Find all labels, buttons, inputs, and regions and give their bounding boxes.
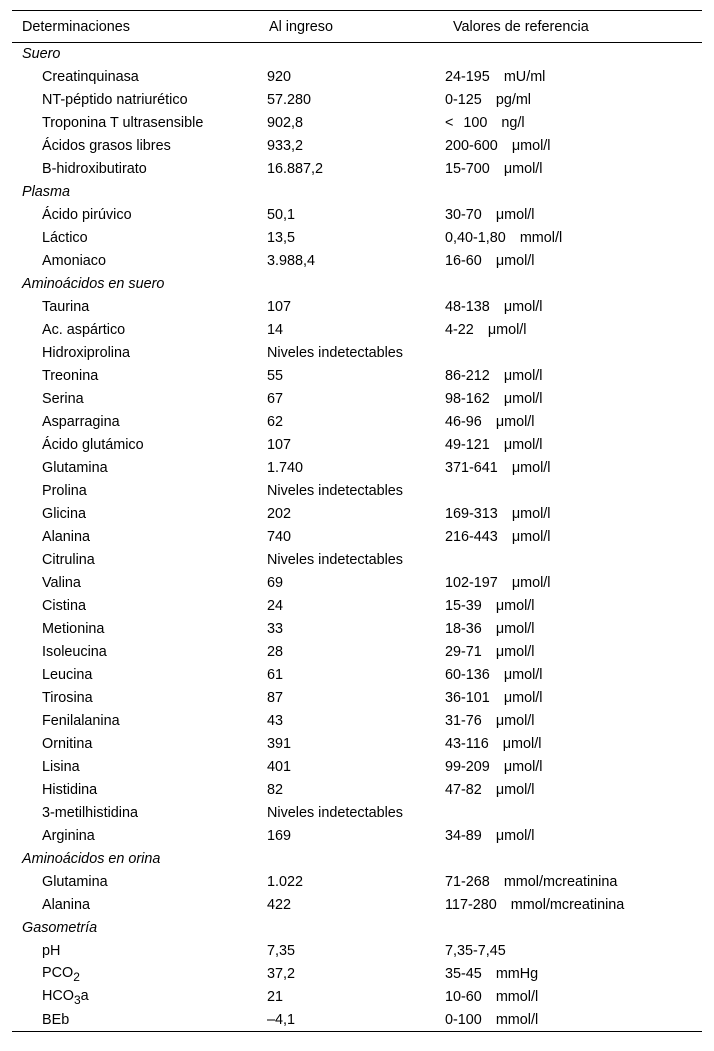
determination-name bbox=[12, 66, 259, 89]
header-valores-referencia: Valores de referencia bbox=[443, 11, 702, 43]
header-row bbox=[12, 11, 702, 43]
name-text: Amoniaco bbox=[42, 253, 106, 269]
reference-value bbox=[443, 89, 702, 112]
table-row bbox=[12, 342, 702, 365]
table-row bbox=[12, 480, 702, 503]
determination-name bbox=[12, 135, 259, 158]
determination-name bbox=[12, 756, 259, 779]
determination-name bbox=[12, 733, 259, 756]
determination-name bbox=[12, 503, 259, 526]
admission-value: 37,2 bbox=[267, 966, 296, 982]
determination-name bbox=[12, 595, 259, 618]
name-text: NT-péptido natriurético bbox=[42, 92, 188, 108]
reference-value bbox=[443, 641, 702, 664]
table-row bbox=[12, 940, 702, 963]
reference-value bbox=[443, 779, 702, 802]
determination-name bbox=[12, 480, 259, 503]
reference-value bbox=[443, 457, 702, 480]
determination-name bbox=[12, 89, 259, 112]
table-row bbox=[12, 618, 702, 641]
admission-value: 107 bbox=[267, 299, 292, 315]
reference-value bbox=[443, 319, 702, 342]
section-row bbox=[12, 273, 702, 296]
admission-value: 55 bbox=[267, 368, 284, 384]
reference-unit: μmol/l bbox=[495, 207, 535, 223]
section-row bbox=[12, 181, 702, 204]
section-title: Aminoácidos en orina bbox=[22, 851, 161, 867]
lab-results-table bbox=[12, 10, 702, 1032]
reference-value bbox=[443, 158, 702, 181]
name-text: Valina bbox=[42, 575, 81, 591]
reference-range: 10-60 bbox=[445, 989, 482, 1005]
reference-range: 0,40-1,80 bbox=[445, 230, 506, 246]
table-row bbox=[12, 871, 702, 894]
determination-name bbox=[12, 365, 259, 388]
reference-unit: μmol/l bbox=[495, 414, 535, 430]
name-text: Ornitina bbox=[42, 736, 93, 752]
admission-value: 62 bbox=[267, 414, 284, 430]
reference-range: 30-70 bbox=[445, 207, 482, 223]
admission-value: –4,1 bbox=[259, 1009, 443, 1032]
reference-range: 46-96 bbox=[445, 414, 482, 430]
section-title: Plasma bbox=[22, 184, 70, 200]
admission-value: 422 bbox=[267, 897, 292, 913]
determination-name bbox=[12, 319, 259, 342]
determination-name bbox=[12, 1009, 259, 1032]
table-row bbox=[12, 227, 702, 250]
name-text: Fenilalanina bbox=[42, 713, 120, 729]
table-row bbox=[12, 733, 702, 756]
name-text: Prolina bbox=[42, 483, 87, 499]
name-text: 3-metilhistidina bbox=[42, 805, 138, 821]
table-row bbox=[12, 158, 702, 181]
reference-value bbox=[443, 940, 702, 963]
name-text: HCO bbox=[42, 987, 74, 1004]
table-row bbox=[12, 296, 702, 319]
name-text: Metionina bbox=[42, 621, 105, 637]
determination-name bbox=[12, 618, 259, 641]
reference-value bbox=[443, 687, 702, 710]
table-body bbox=[12, 43, 702, 1032]
admission-value: 902,8 bbox=[267, 115, 304, 131]
name-text: Tirosina bbox=[42, 690, 93, 706]
table-row bbox=[12, 825, 702, 848]
reference-range: 60-136 bbox=[445, 667, 490, 683]
name-text: Alanina bbox=[42, 529, 91, 545]
reference-range: 0-100 bbox=[445, 1011, 482, 1028]
reference-unit: mU/ml bbox=[503, 69, 546, 85]
reference-unit: μmol/l bbox=[495, 598, 535, 614]
reference-range: 371-641 bbox=[445, 460, 498, 476]
reference-unit: ng/l bbox=[501, 115, 525, 131]
admission-value: 13,5 bbox=[267, 230, 296, 246]
determination-name bbox=[12, 434, 259, 457]
admission-value: Niveles indetectables bbox=[267, 483, 403, 499]
reference-range-limit: 100 bbox=[463, 115, 488, 131]
admission-value: 21 bbox=[267, 989, 284, 1005]
name-text: Taurina bbox=[42, 299, 90, 315]
reference-unit: mmol/l bbox=[495, 989, 539, 1005]
name-text: Asparragina bbox=[42, 414, 120, 430]
name-subscript: 2 bbox=[73, 969, 80, 984]
name-text: Serina bbox=[42, 391, 84, 407]
table-row bbox=[12, 388, 702, 411]
reference-value bbox=[443, 549, 702, 572]
table-row bbox=[12, 986, 702, 1009]
determination-name bbox=[12, 641, 259, 664]
reference-value bbox=[443, 296, 702, 319]
table-row bbox=[12, 894, 702, 917]
determination-name bbox=[12, 986, 259, 1009]
section-row bbox=[12, 848, 702, 871]
name-text: pH bbox=[42, 943, 61, 959]
reference-value bbox=[443, 503, 702, 526]
determination-name bbox=[12, 572, 259, 595]
admission-value: 933,2 bbox=[267, 138, 304, 154]
name-text: Glutamina bbox=[42, 460, 108, 476]
reference-value bbox=[443, 1009, 702, 1032]
name-suffix: a bbox=[80, 987, 89, 1004]
reference-unit: mmHg bbox=[495, 966, 539, 982]
reference-range: 31-76 bbox=[445, 713, 482, 729]
name-text: Ácido glutámico bbox=[42, 437, 144, 453]
admission-value: 401 bbox=[267, 759, 292, 775]
reference-value bbox=[443, 825, 702, 848]
admission-value: Niveles indetectables bbox=[267, 552, 403, 568]
admission-value: Niveles indetectables bbox=[267, 345, 403, 361]
reference-value bbox=[443, 618, 702, 641]
reference-range: 29-71 bbox=[445, 644, 482, 660]
section-title: Aminoácidos en suero bbox=[22, 276, 165, 292]
determination-name bbox=[12, 549, 259, 572]
reference-value bbox=[443, 365, 702, 388]
determination-name bbox=[12, 411, 259, 434]
reference-value bbox=[443, 112, 702, 135]
determination-name bbox=[12, 825, 259, 848]
name-text: Treonina bbox=[42, 368, 99, 384]
reference-unit: μmol/l bbox=[495, 713, 535, 729]
name-text: Histidina bbox=[42, 782, 98, 798]
table-row bbox=[12, 135, 702, 158]
reference-unit: μmol/l bbox=[511, 529, 551, 545]
table-row bbox=[12, 779, 702, 802]
name-text: Citrulina bbox=[42, 552, 95, 568]
determination-name bbox=[12, 526, 259, 549]
table-row bbox=[12, 802, 702, 825]
reference-value bbox=[443, 434, 702, 457]
admission-value: 50,1 bbox=[267, 207, 296, 223]
reference-unit: μmol/l bbox=[511, 506, 551, 522]
reference-unit: mmol/l bbox=[519, 230, 563, 246]
reference-range: 169-313 bbox=[445, 506, 498, 522]
reference-value bbox=[443, 595, 702, 618]
admission-value: 740 bbox=[267, 529, 292, 545]
admission-value: 169 bbox=[267, 828, 292, 844]
admission-value: Niveles indetectables bbox=[267, 805, 403, 821]
reference-range: 24-195 bbox=[445, 69, 490, 85]
determination-name bbox=[12, 457, 259, 480]
admission-value: 33 bbox=[267, 621, 284, 637]
reference-range: 4-22 bbox=[445, 322, 474, 338]
table-row bbox=[12, 572, 702, 595]
table-row bbox=[12, 457, 702, 480]
reference-unit: μmol/l bbox=[487, 322, 527, 338]
reference-unit: mmol/mcreatinina bbox=[503, 874, 618, 890]
reference-value bbox=[443, 572, 702, 595]
reference-range: 7,35-7,45 bbox=[445, 943, 506, 959]
name-text: Leucina bbox=[42, 667, 93, 683]
reference-value bbox=[443, 986, 702, 1009]
determination-name bbox=[12, 963, 259, 986]
reference-unit: μmol/l bbox=[495, 828, 535, 844]
reference-value bbox=[443, 756, 702, 779]
determination-name bbox=[12, 112, 259, 135]
header-determinaciones: Determinaciones bbox=[12, 11, 259, 43]
determination-name bbox=[12, 227, 259, 250]
reference-range: 200-600 bbox=[445, 138, 498, 154]
reference-unit: μmol/l bbox=[503, 299, 543, 315]
reference-unit: μmol/l bbox=[495, 782, 535, 798]
table-row bbox=[12, 250, 702, 273]
reference-value bbox=[443, 411, 702, 434]
reference-unit: μmol/l bbox=[502, 736, 542, 752]
reference-unit: μmol/l bbox=[503, 391, 543, 407]
admission-value: 202 bbox=[267, 506, 292, 522]
admission-value: 43 bbox=[267, 713, 284, 729]
admission-value: 67 bbox=[267, 391, 284, 407]
reference-range: 99-209 bbox=[445, 759, 490, 775]
reference-unit: μmol/l bbox=[503, 759, 543, 775]
reference-value bbox=[443, 526, 702, 549]
admission-value: 87 bbox=[267, 690, 284, 706]
admission-value: 28 bbox=[267, 644, 284, 660]
table-row bbox=[12, 710, 702, 733]
reference-value bbox=[443, 963, 702, 986]
reference-value bbox=[443, 871, 702, 894]
table-row bbox=[12, 687, 702, 710]
determination-name bbox=[12, 664, 259, 687]
reference-range: 15-39 bbox=[445, 598, 482, 614]
reference-unit: pg/ml bbox=[495, 92, 532, 108]
determination-name bbox=[12, 296, 259, 319]
header-al-ingreso: Al ingreso bbox=[259, 11, 443, 43]
determination-name bbox=[12, 687, 259, 710]
name-text: Láctico bbox=[42, 230, 88, 246]
section-row bbox=[12, 43, 702, 66]
reference-range: 16-60 bbox=[445, 253, 482, 269]
name-text: Creatinquinasa bbox=[42, 69, 139, 85]
reference-unit: μmol/l bbox=[495, 253, 535, 269]
reference-value bbox=[443, 66, 702, 89]
name-text: Ácido pirúvico bbox=[42, 207, 132, 223]
reference-unit: μmol/l bbox=[511, 575, 551, 591]
admission-value: 24 bbox=[267, 598, 284, 614]
reference-value bbox=[443, 480, 702, 503]
reference-range: 48-138 bbox=[445, 299, 490, 315]
name-text: Hidroxiprolina bbox=[42, 345, 130, 361]
section-row bbox=[12, 917, 702, 940]
table-row bbox=[12, 1009, 702, 1032]
reference-value bbox=[443, 802, 702, 825]
name-text: Glutamina bbox=[42, 874, 108, 890]
determination-name bbox=[12, 871, 259, 894]
name-text: Isoleucina bbox=[42, 644, 107, 660]
reference-value bbox=[443, 342, 702, 365]
reference-range: 0-125 bbox=[445, 92, 482, 108]
table-row bbox=[12, 641, 702, 664]
admission-value: 7,35 bbox=[267, 943, 296, 959]
admission-value: 57.280 bbox=[267, 92, 312, 108]
admission-value: 391 bbox=[267, 736, 292, 752]
name-text: Cistina bbox=[42, 598, 86, 614]
table-row bbox=[12, 112, 702, 135]
name-text: Troponina T ultrasensible bbox=[42, 115, 204, 131]
section-title: Suero bbox=[22, 46, 61, 63]
reference-unit: μmol/l bbox=[511, 138, 551, 154]
admission-value: 82 bbox=[267, 782, 284, 798]
admission-value: 69 bbox=[267, 575, 284, 591]
reference-range: 35-45 bbox=[445, 966, 482, 982]
reference-value bbox=[443, 664, 702, 687]
name-text: Lisina bbox=[42, 759, 80, 775]
name-text: Arginina bbox=[42, 828, 95, 844]
name-subscript: 3 bbox=[73, 992, 81, 1007]
table-row bbox=[12, 434, 702, 457]
admission-value: 107 bbox=[267, 437, 292, 453]
reference-unit: mmol/l bbox=[495, 1011, 539, 1028]
reference-unit: μmol/l bbox=[503, 437, 543, 453]
reference-range: 43-116 bbox=[445, 736, 489, 752]
reference-unit: μmol/l bbox=[495, 621, 535, 637]
section-title: Gasometría bbox=[22, 920, 98, 936]
table-row bbox=[12, 365, 702, 388]
reference-range: 98-162 bbox=[445, 391, 490, 407]
reference-value bbox=[443, 388, 702, 411]
determination-name bbox=[12, 158, 259, 181]
reference-range: 117-280 bbox=[445, 897, 497, 913]
reference-unit: μmol/l bbox=[503, 667, 543, 683]
reference-range: < bbox=[445, 115, 454, 131]
table-row bbox=[12, 549, 702, 572]
table-row bbox=[12, 664, 702, 687]
admission-value: 16.887,2 bbox=[267, 161, 324, 177]
reference-unit: μmol/l bbox=[495, 644, 535, 660]
table-row bbox=[12, 756, 702, 779]
determination-name bbox=[12, 894, 259, 917]
name-text: Glicina bbox=[42, 506, 86, 522]
reference-value bbox=[443, 733, 702, 756]
reference-value bbox=[443, 250, 702, 273]
table-row bbox=[12, 204, 702, 227]
name-text: B-hidroxibutirato bbox=[42, 161, 147, 177]
determination-name bbox=[12, 710, 259, 733]
admission-value: 61 bbox=[267, 667, 284, 683]
reference-value bbox=[443, 894, 702, 917]
reference-unit: μmol/l bbox=[503, 161, 543, 177]
reference-unit: μmol/l bbox=[511, 460, 551, 476]
name-text: Alanina bbox=[42, 897, 91, 913]
reference-unit: μmol/l bbox=[503, 690, 543, 706]
determination-name bbox=[12, 204, 259, 227]
reference-value bbox=[443, 135, 702, 158]
table-row bbox=[12, 319, 702, 342]
name-text: Ac. aspártico bbox=[42, 322, 126, 338]
table-row bbox=[12, 66, 702, 89]
determination-name bbox=[12, 940, 259, 963]
table-row bbox=[12, 503, 702, 526]
reference-range: 15-700 bbox=[445, 161, 490, 177]
reference-range: 18-36 bbox=[445, 621, 482, 637]
determination-name bbox=[12, 388, 259, 411]
determination-name bbox=[12, 779, 259, 802]
reference-value bbox=[443, 227, 702, 250]
reference-unit: μmol/l bbox=[503, 368, 543, 384]
reference-value bbox=[443, 204, 702, 227]
reference-value bbox=[443, 710, 702, 733]
table-row bbox=[12, 411, 702, 434]
admission-value: 14 bbox=[267, 322, 284, 338]
table-row bbox=[12, 526, 702, 549]
reference-range: 86-212 bbox=[445, 368, 490, 384]
reference-range: 71-268 bbox=[445, 874, 490, 890]
reference-range: 216-443 bbox=[445, 529, 498, 545]
name-text: PCO bbox=[42, 964, 74, 981]
reference-range: 102-197 bbox=[445, 575, 498, 591]
reference-range: 34-89 bbox=[445, 828, 482, 844]
name-text: BEb bbox=[42, 1011, 70, 1028]
table-row bbox=[12, 963, 702, 986]
reference-range: 49-121 bbox=[445, 437, 490, 453]
determination-name bbox=[12, 342, 259, 365]
admission-value: 1.740 bbox=[267, 460, 304, 476]
admission-value: 3.988,4 bbox=[267, 253, 316, 269]
reference-range: 47-82 bbox=[445, 782, 482, 798]
table-row bbox=[12, 595, 702, 618]
admission-value: 920 bbox=[267, 69, 292, 85]
admission-value: 1.022 bbox=[267, 874, 304, 890]
reference-range: 36-101 bbox=[445, 690, 490, 706]
name-text: Ácidos grasos libres bbox=[42, 138, 171, 154]
determination-name bbox=[12, 250, 259, 273]
reference-unit: mmol/mcreatinina bbox=[510, 897, 625, 913]
determination-name bbox=[12, 802, 259, 825]
table-row bbox=[12, 89, 702, 112]
